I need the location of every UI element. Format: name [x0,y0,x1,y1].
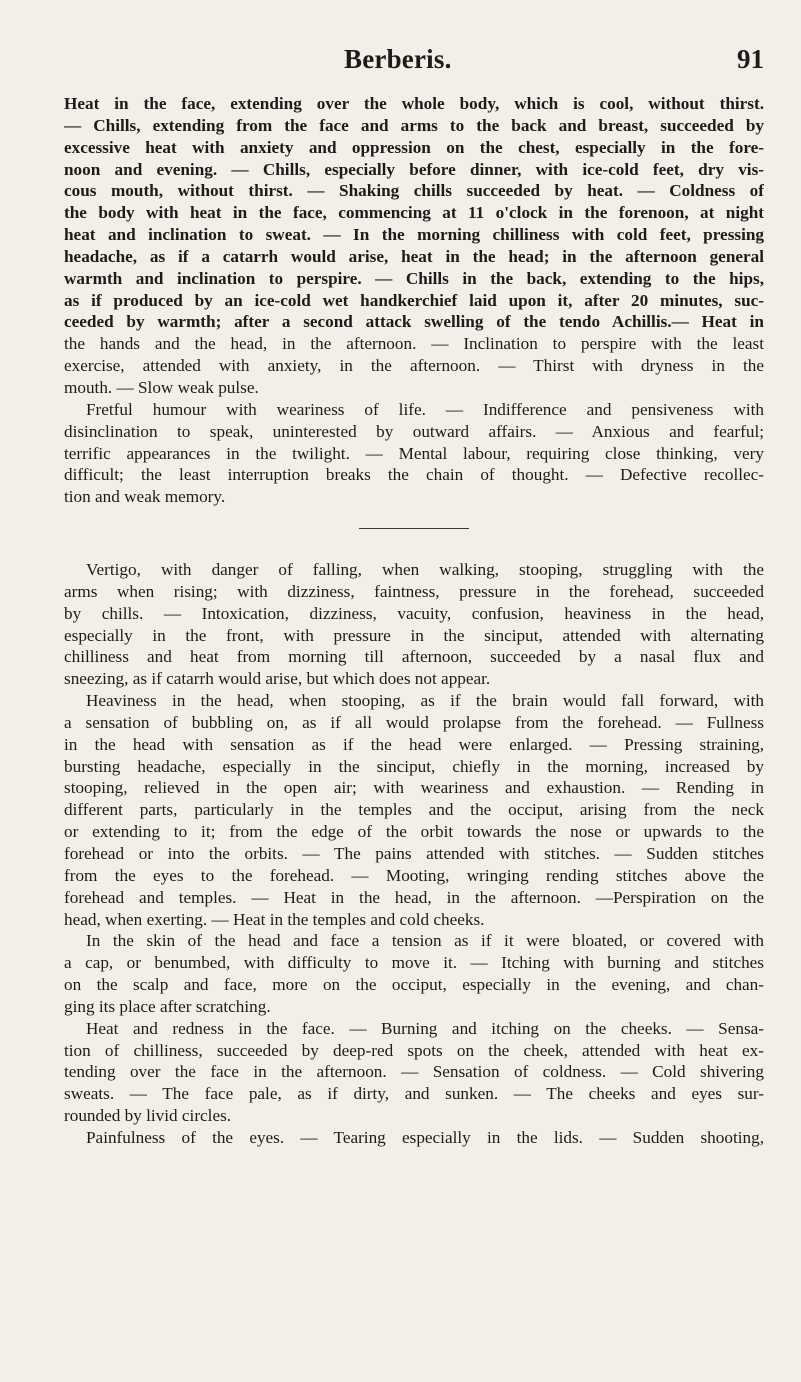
text-line: rounded by livid circles. [64,1106,232,1126]
text-line: difficult; the least interruption breaks the chain of thought. — Defective recollec- [64,465,764,485]
text-line: a cap, or benumbed, with difficulty to move it. — Itching with burning and stitches [64,953,764,973]
text-line: on the scalp and face, more on the occiput, especially in the evening, and chan- [64,975,764,995]
text-line: sweats. — The face pale, as if dirty, and sunken. — The cheeks and eyes sur- [64,1084,764,1104]
text-line: chilliness and heat from morning till afternoon, succeeded by a nasal flux and [64,647,764,667]
text-line: stooping, relieved in the open air; with weariness and exhaustion. — Rending in [64,778,764,798]
section-fever-symptoms [64,93,764,399]
text-line: cous mouth, without thirst. — Shaking chills succeeded by heat. — Coldness of [64,181,764,201]
text-line: tending over the face in the afternoon. — Sensation of coldness. — Cold shivering [64,1062,764,1082]
page-number: 91 [737,44,764,74]
text-line: ceeded by warmth; after a second attack swelling of the tendo Achillis.— Heat in [64,312,764,332]
text-line: mouth. — Slow weak pulse. [64,377,259,397]
text-line: warmth and inclination to perspire. — Chills in the back, extending to the hips, [64,268,764,288]
running-head [64,44,764,84]
running-title: Berberis. [344,44,452,74]
section-divider [359,528,469,529]
text-line: forehead or into the orbits. — The pains attended with stitches. — Sudden stitches [64,844,764,863]
text-line: Heat and redness in the face. — Burning and itching on the cheeks. — Sensa- [86,1018,764,1038]
text-line: as if produced by an ice-cold wet handkerchief laid upon it, after 20 minutes, suc- [64,290,764,310]
text-line: headache, as if a catarrh would arise, heat in the head; in the afternoon general [64,246,764,266]
text-line: arms when rising; with dizziness, faintness, pressure in the forehead, succeeded [64,581,764,601]
text-line: the hands and the head, in the afternoon. — Inclination to perspire with the least [64,334,764,354]
section-mental-symptoms [64,399,764,508]
text-line: exercise, attended with anxiety, in the afternoon. — Thirst with dryness in the [64,356,764,376]
text-line: tion of chilliness, succeeded by deep-red spots on the cheek, attended with heat ex- [64,1040,764,1060]
text-line: — Chills, extending from the face and arms to the back and breast, succeeded by [64,115,764,135]
text-line: In the skin of the head and face a tension as if it were bloated, or covered with [86,931,764,951]
text-line: tion and weak memory. [64,487,226,507]
text-line: in the head with sensation as if the head were enlarged. — Pressing straining, [64,734,764,754]
body-text [64,93,764,1149]
text-line: ging its place after scratching. [64,996,271,1016]
text-line: forehead and temples. — Heat in the head, in the afternoon. —Perspiration on the [64,887,764,907]
text-line: from the eyes to the forehead. — Mooting, wringing rending stitches above the [64,865,764,885]
text-line: head, when exerting. — Heat in the temples and cold cheeks. [64,909,485,929]
text-line: Fretful humour with weariness of life. — Indifference and pensiveness with [86,399,764,419]
text-line: the body with heat in the face, commencing at 11 o'clock in the forenoon, at night [64,203,764,223]
text-line: Vertigo, with danger of falling, when walking, stooping, struggling with the [86,560,764,580]
text-line: Heat in the face, extending over the whole body, which is cool, without thirst. [64,94,764,113]
text-line: noon and evening. — Chills, especially before dinner, with ice-cold feet, dry vis- [64,159,764,179]
text-line: heat and inclination to sweat. — In the morning chilliness with cold feet, pressing [64,225,764,245]
text-line: by chills. — Intoxication, dizziness, vacuity, confusion, heaviness in the head, [64,603,764,623]
text-line: disinclination to speak, uninterested by outward affairs. — Anxious and fearful; [64,421,764,441]
section-head-symptoms [64,559,764,1149]
text-line: terrific appearances in the twilight. — Mental labour, requiring close thinking, very [64,443,764,463]
text-line: Heaviness in the head, when stooping, as if the brain would fall forward, with [86,691,764,711]
text-line: excessive heat with anxiety and oppression on the chest, especially in the fore- [64,137,764,157]
text-line: bursting headache, especially in the sinciput, chiefly in the morning, increased by [64,756,764,776]
text-line: especially in the front, with pressure in the sinciput, attended with alternating [64,625,764,645]
text-line: different parts, particularly in the temples and the occiput, arising from the neck [64,800,764,820]
text-line: sneezing, as if catarrh would arise, but which does not appear. [64,669,491,689]
text-line: or extending to it; from the edge of the orbit towards the nose or upwards to the [64,822,764,842]
text-line: Painfulness of the eyes. — Tearing especially in the lids. — Sudden shooting, [86,1127,764,1147]
text-line: a sensation of bubbling on, as if all would prolapse from the forehead. — Fullness [64,712,764,732]
